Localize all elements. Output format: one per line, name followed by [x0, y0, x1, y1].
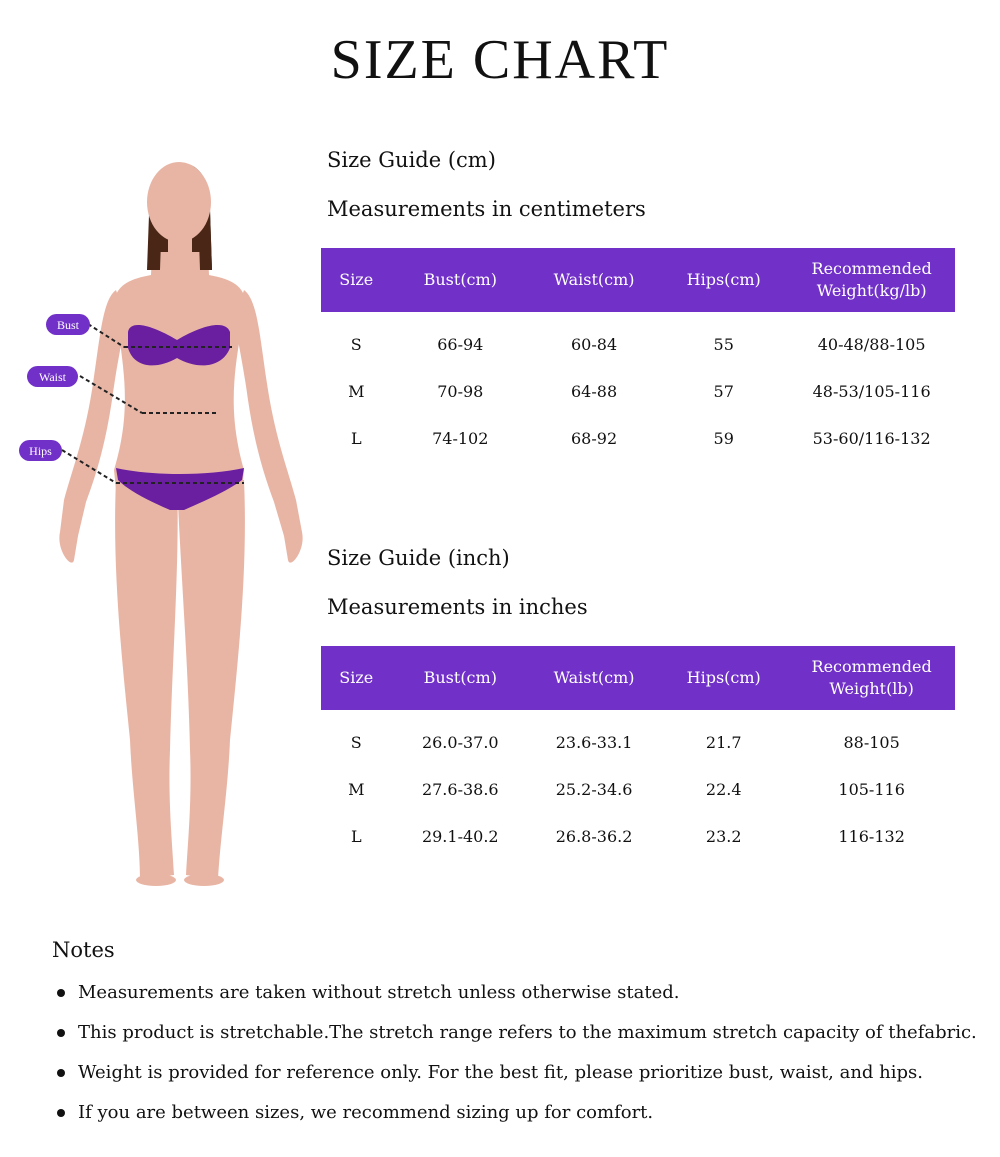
note-text: Weight is provided for reference only. For the best fit, please prioritize bust, waist, and hips.	[78, 1062, 924, 1083]
torso-shape	[114, 252, 245, 490]
list-item	[52, 1098, 977, 1138]
cell-bust: 26.0-37.0	[421, 733, 499, 752]
cm-guide-heading: Size Guide (cm)	[327, 148, 496, 172]
col-size-header: Size	[321, 646, 392, 710]
hips-label: Hips	[29, 444, 52, 458]
notes-list	[52, 978, 977, 1138]
cell-weight: 48-53/105-116	[812, 382, 931, 401]
table-row	[321, 368, 955, 415]
cell-size: S	[350, 335, 362, 354]
cell-weight: 105-116	[838, 780, 905, 799]
cell-bust: 70-98	[437, 382, 484, 401]
cell-size: M	[348, 780, 365, 799]
col-weight-header	[788, 646, 955, 710]
cell-waist: 64-88	[571, 382, 618, 401]
cell-weight: 88-105	[843, 733, 900, 752]
table-row	[321, 312, 955, 368]
bullet-icon	[57, 989, 65, 997]
col-bust-header: Bust(cm)	[392, 646, 529, 710]
inch-guide-heading: Size Guide (inch)	[327, 546, 510, 570]
col-weight-header	[788, 248, 955, 312]
waist-label: Waist	[38, 370, 67, 384]
cm-size-table	[321, 248, 955, 462]
cell-size: M	[348, 382, 365, 401]
bullet-icon	[57, 1109, 65, 1117]
notes-title: Notes	[52, 938, 115, 962]
bust-label-badge	[46, 314, 90, 335]
cell-weight: 53-60/116-132	[812, 429, 931, 448]
cell-waist: 60-84	[571, 335, 618, 354]
cell-hips: 22.4	[705, 780, 742, 799]
cm-measurements-heading: Measurements in centimeters	[327, 197, 646, 221]
cell-waist: 23.6-33.1	[555, 733, 633, 752]
col-size-header: Size	[321, 248, 392, 312]
cell-size: S	[350, 733, 362, 752]
cell-waist: 25.2-34.6	[555, 780, 633, 799]
right-leg-shape	[177, 480, 245, 880]
cell-weight: 40-48/88-105	[817, 335, 926, 354]
cell-size: L	[350, 429, 362, 448]
cell-hips: 55	[713, 335, 734, 354]
table-row	[321, 710, 955, 766]
waist-label-badge	[27, 366, 78, 387]
table-row	[321, 766, 955, 813]
bullet-icon	[57, 1029, 65, 1037]
bullet-icon	[57, 1069, 65, 1077]
note-text: This product is stretchable.The stretch range refers to the maximum stretch capacity of thefabric.	[78, 1022, 977, 1043]
col-hips-header: Hips(cm)	[659, 646, 788, 710]
left-foot-shape	[136, 874, 176, 886]
col-waist-header: Waist(cm)	[529, 646, 659, 710]
cell-bust: 27.6-38.6	[421, 780, 499, 799]
cell-bust: 74-102	[432, 429, 489, 448]
head-shape	[147, 162, 211, 242]
note-text: Measurements are taken without stretch unless otherwise stated.	[78, 982, 680, 1003]
col-weight-header-line1: Recommended	[811, 657, 932, 676]
neck-shape	[168, 236, 192, 258]
left-leg-shape	[115, 480, 178, 880]
cell-bust: 66-94	[437, 335, 484, 354]
list-item	[52, 978, 977, 1018]
inch-size-table	[321, 646, 955, 860]
cell-hips: 23.2	[705, 827, 742, 846]
hips-label-badge	[19, 440, 62, 461]
cell-weight: 116-132	[838, 827, 905, 846]
page-title: SIZE CHART	[330, 29, 670, 91]
col-weight-header-line1: Recommended	[811, 259, 932, 278]
table-row	[321, 415, 955, 462]
cell-hips: 59	[713, 429, 734, 448]
bust-label: Bust	[56, 318, 80, 332]
cell-size: L	[350, 827, 362, 846]
right-foot-shape	[184, 874, 224, 886]
list-item	[52, 1058, 977, 1098]
col-bust-header: Bust(cm)	[392, 248, 529, 312]
note-text: If you are between sizes, we recommend sizing up for comfort.	[78, 1102, 654, 1123]
col-hips-header: Hips(cm)	[659, 248, 788, 312]
cm-header-row	[321, 248, 955, 312]
inch-measurements-heading: Measurements in inches	[327, 595, 588, 619]
body-measurement-figure	[12, 140, 312, 890]
cell-waist: 68-92	[571, 429, 618, 448]
inch-header-row	[321, 646, 955, 710]
cell-waist: 26.8-36.2	[555, 827, 633, 846]
cell-hips: 21.7	[705, 733, 742, 752]
cell-bust: 29.1-40.2	[421, 827, 499, 846]
col-weight-header-line2: Weight(kg/lb)	[816, 281, 927, 300]
list-item	[52, 1018, 977, 1058]
table-row	[321, 813, 955, 860]
col-waist-header: Waist(cm)	[529, 248, 659, 312]
cell-hips: 57	[713, 382, 734, 401]
col-weight-header-line2: Weight(lb)	[829, 679, 914, 698]
